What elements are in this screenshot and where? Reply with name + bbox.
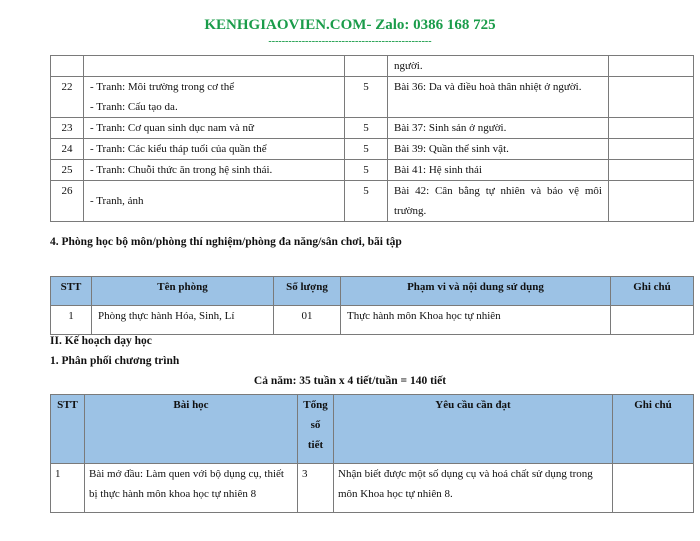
- qty-cell: 5: [345, 181, 388, 222]
- table-row: [51, 56, 694, 77]
- periods-header-line: Tổng: [303, 399, 328, 411]
- lesson-cell: người.: [388, 56, 609, 77]
- stt-cell: 22: [51, 77, 84, 118]
- stt-cell: 23: [51, 118, 84, 139]
- curriculum-table: [50, 394, 694, 513]
- equipment-table: [50, 55, 694, 222]
- yearly-summary: Cả năm: 35 tuần x 4 tiết/tuần = 140 tiết: [253, 375, 447, 387]
- stt-cell: 24: [51, 139, 84, 160]
- table-row: [51, 306, 694, 335]
- item-line: - Tranh: Môi trường trong cơ thể: [90, 81, 235, 93]
- quantity-cell: 01: [274, 306, 341, 335]
- table-row: [51, 464, 694, 513]
- col-header-stt: STT: [51, 395, 85, 464]
- requirement-cell: Nhận biết được một số dụng cụ và hoá chất sử dụng trong môn Khoa học tự nhiên 8.: [334, 464, 613, 513]
- lesson-cell: Bài 42: Cân bằng tự nhiên và bảo vệ môi trường.: [388, 181, 609, 222]
- lesson-cell: Bài mở đầu: Làm quen với bộ dụng cụ, thiết bị thực hành môn khoa học tự nhiên 8: [85, 464, 298, 513]
- note-cell: [609, 118, 694, 139]
- stt-cell: [51, 56, 84, 77]
- item-cell: - Tranh: Cơ quan sinh dục nam và nữ: [84, 118, 345, 139]
- qty-cell: [345, 56, 388, 77]
- col-header-requirement: Yêu cầu cần đạt: [334, 395, 613, 464]
- item-cell: - Tranh: Chuỗi thức ăn trong hệ sinh thái.: [84, 160, 345, 181]
- qty-cell: 5: [345, 139, 388, 160]
- lesson-cell: Bài 41: Hệ sinh thái: [388, 160, 609, 181]
- distribution-heading: 1. Phân phối chương trình: [50, 355, 180, 367]
- note-cell: [611, 306, 694, 335]
- table-row: [51, 160, 694, 181]
- item-cell: [84, 77, 345, 118]
- periods-header-line: tiết: [307, 439, 324, 451]
- table-header-row: [51, 395, 694, 464]
- note-cell: [609, 139, 694, 160]
- section-4-heading: 4. Phòng học bộ môn/phòng thí nghiệm/phòng đa năng/sân chơi, bãi tập: [50, 236, 402, 248]
- col-header-note: Ghi chú: [613, 395, 694, 464]
- note-cell: [609, 77, 694, 118]
- item-cell: [84, 56, 345, 77]
- col-header-scope: Phạm vi và nội dung sử dụng: [341, 277, 611, 306]
- item-line: - Tranh: Cấu tạo da.: [90, 101, 178, 113]
- lesson-cell: Bài 37: Sinh sản ở người.: [388, 118, 609, 139]
- item-cell: - Tranh, ảnh: [84, 181, 345, 222]
- stt-cell: 26: [51, 181, 84, 222]
- section-II-heading: II. Kế hoạch dạy học: [50, 335, 152, 347]
- periods-cell: 3: [298, 464, 334, 513]
- stt-cell: 25: [51, 160, 84, 181]
- room-name-cell: Phòng thực hành Hóa, Sinh, Lí: [92, 306, 274, 335]
- table-row: [51, 181, 694, 222]
- table-row: [51, 139, 694, 160]
- periods-header-line: số: [310, 419, 321, 431]
- stt-cell: 1: [51, 464, 85, 513]
- qty-cell: 5: [345, 118, 388, 139]
- rooms-table: [50, 276, 694, 335]
- lesson-cell: Bài 36: Da và điều hoà thân nhiệt ở người.: [388, 77, 609, 118]
- table-row: [51, 118, 694, 139]
- stt-cell: 1: [51, 306, 92, 335]
- site-header-title: KENHGIAOVIEN.COM- Zalo: 0386 168 725: [204, 17, 496, 33]
- qty-cell: 5: [345, 160, 388, 181]
- table-header-row: [51, 277, 694, 306]
- col-header-stt: STT: [51, 277, 92, 306]
- note-cell: [609, 56, 694, 77]
- note-cell: [609, 160, 694, 181]
- scope-cell: Thực hành môn Khoa học tự nhiên: [341, 306, 611, 335]
- lesson-cell: Bài 39: Quần thể sinh vật.: [388, 139, 609, 160]
- note-cell: [609, 181, 694, 222]
- item-cell: - Tranh: Các kiểu tháp tuổi của quần thể: [84, 139, 345, 160]
- qty-cell: 5: [345, 77, 388, 118]
- col-header-lesson: Bài học: [85, 395, 298, 464]
- col-header-room-name: Tên phòng: [92, 277, 274, 306]
- col-header-periods: [298, 395, 334, 464]
- note-cell: [613, 464, 694, 513]
- col-header-quantity: Số lượng: [274, 277, 341, 306]
- table-row: [51, 77, 694, 118]
- header-divider: -------------------------------------------------: [268, 36, 432, 47]
- col-header-note: Ghi chú: [611, 277, 694, 306]
